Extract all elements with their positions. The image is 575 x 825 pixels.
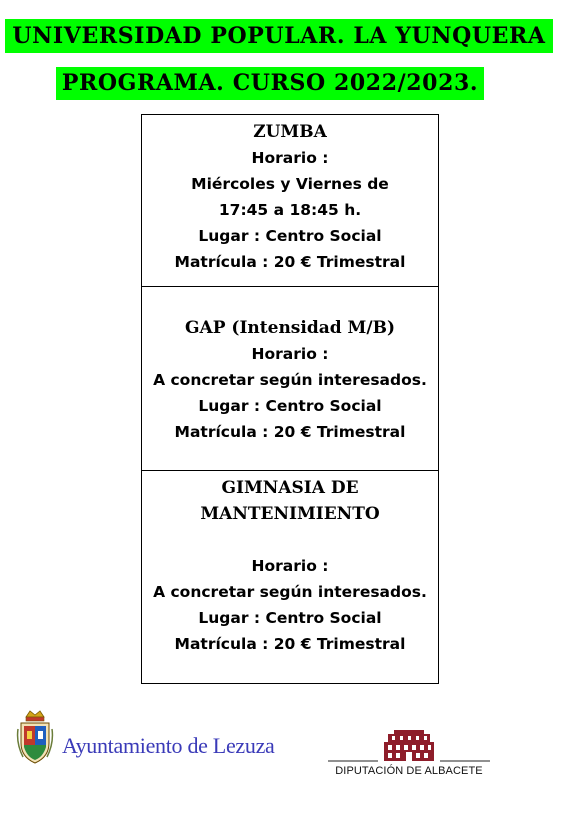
schedule-text: A concretar según interesados. [153,371,427,389]
schedule-label: Horario : [251,557,329,575]
schedule-text: Miércoles y Viernes de [191,175,389,193]
ayuntamiento-logo-text: Ayuntamiento de Lezuza [62,733,275,758]
place-text: Lugar : Centro Social [198,609,382,627]
diputacion-logo [328,730,490,780]
course-cell-gimnasia [142,471,438,683]
building-icon [328,730,490,762]
schedule-text: A concretar según interesados. [153,583,427,601]
course-title: MANTENIMIENTO [200,504,380,524]
header-title: UNIVERSIDAD POPULAR. LA YUNQUERA [5,19,553,53]
schedule-text: 17:45 a 18:45 h. [218,201,362,219]
course-title: GIMNASIA DE [221,478,359,498]
course-cell-gap [142,287,438,471]
place-text: Lugar : Centro Social [198,397,382,415]
schedule-label: Horario : [251,345,329,363]
fee-text: Matrícula : 20 € Trimestral [174,253,406,271]
diputacion-logo-text: DIPUTACIÓN DE ALBACETE [335,765,483,777]
place-text: Lugar : Centro Social [198,227,382,245]
fee-text: Matrícula : 20 € Trimestral [174,423,406,441]
course-table [141,114,439,684]
coat-of-arms-icon [16,707,54,767]
ayuntamiento-logo [16,707,296,773]
schedule-label: Horario : [251,149,329,167]
course-cell-zumba [142,115,438,287]
course-title: ZUMBA [253,122,327,142]
header-subtitle: PROGRAMA. CURSO 2022/2023. [56,67,484,100]
course-title: GAP (Intensidad M/B) [185,318,395,338]
fee-text: Matrícula : 20 € Trimestral [174,635,406,653]
